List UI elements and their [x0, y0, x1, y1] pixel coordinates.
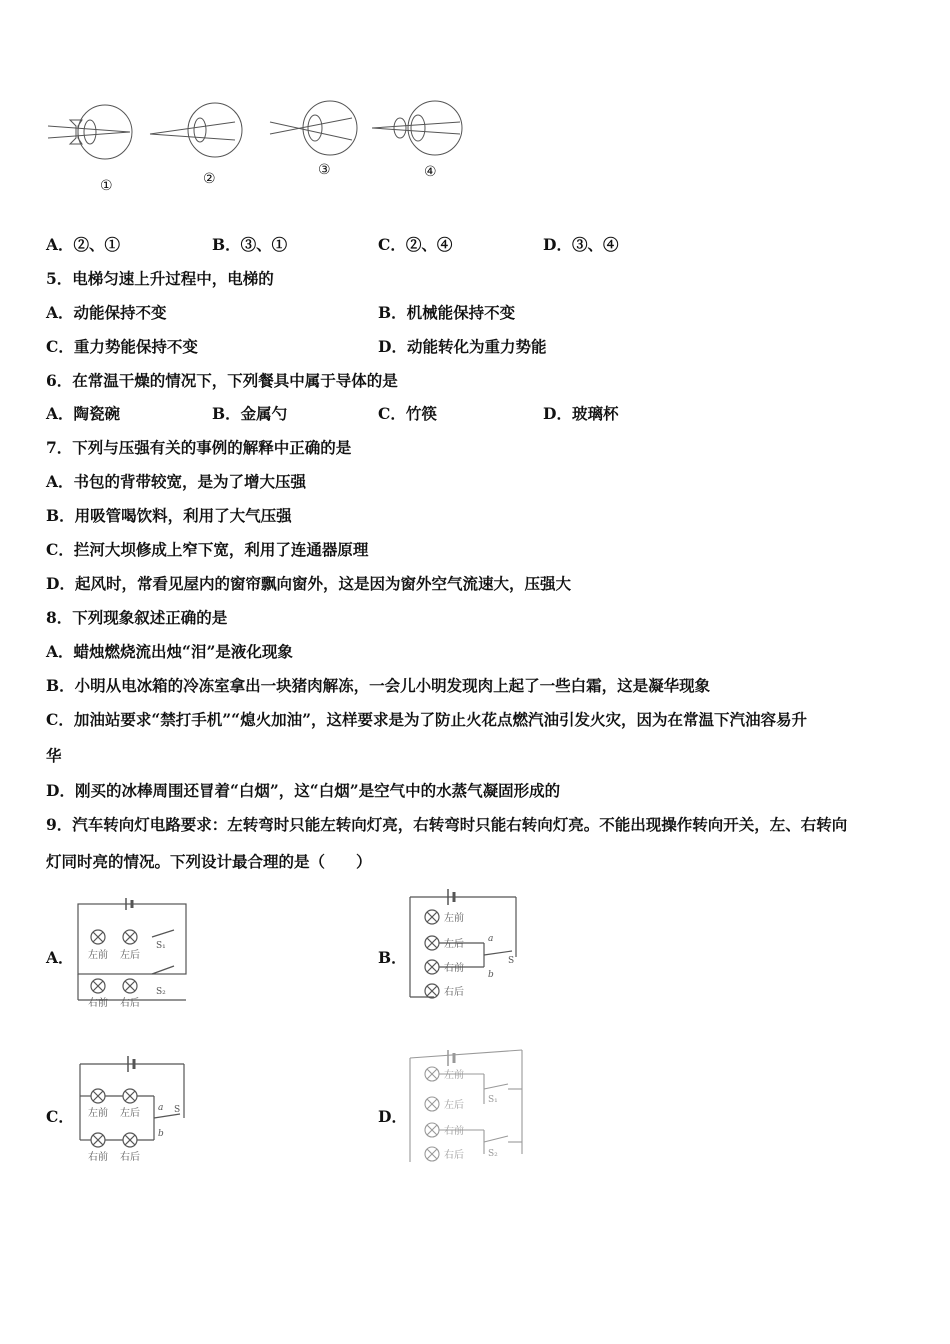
q4-option-c[interactable]: C．②、④	[378, 235, 453, 254]
q8-option-a[interactable]: A．蜡烛燃烧流出烛“泪”是液化现象	[46, 642, 293, 661]
svg-text:左后: 左后	[120, 1108, 140, 1119]
q5-stem: 5．电梯匀速上升过程中，电梯的	[46, 269, 274, 288]
q9-stem-line2: 灯同时亮的情况。下列设计最合理的是（ ）	[46, 852, 372, 871]
q7-option-c[interactable]: C．拦河大坝修成上窄下宽，利用了连通器原理	[46, 540, 369, 559]
label-right-front: 右前	[88, 998, 108, 1008]
q8-stem: 8．下列现象叙述正确的是	[46, 608, 228, 627]
q9-stem-line1: 9．汽车转向灯电路要求：左转弯时只能左转向灯亮，右转弯时只能右转向灯亮。不能出现操作转向开关，左、右转向	[46, 815, 848, 834]
q5-option-a[interactable]: A．动能保持不变	[46, 303, 167, 322]
svg-text:左前: 左前	[88, 1108, 108, 1119]
q6-option-d[interactable]: D．玻璃杯	[543, 404, 619, 423]
svg-text:左前: 左前	[444, 913, 464, 924]
svg-text:b: b	[488, 970, 494, 980]
eye-label-4: ④	[424, 164, 437, 180]
q5-option-c[interactable]: C．重力势能保持不变	[46, 337, 198, 356]
label-right-rear: 右后	[120, 998, 140, 1008]
q9-option-b[interactable]: B．	[378, 948, 407, 967]
q9-option-c[interactable]: C．	[46, 1107, 74, 1126]
label-s1: S₁	[156, 941, 166, 951]
q8-option-c[interactable]: C．加油站要求“禁打手机”“熄火加油”，这样要求是为了防止火花点燃汽油引发火灾，因为在常温下汽油容易升	[46, 710, 808, 729]
q6-option-c[interactable]: C．竹筷	[378, 404, 437, 423]
q4-option-a[interactable]: A．②、①	[46, 235, 121, 254]
label-left-front: 左前	[88, 950, 108, 961]
circuit-diagram-a	[74, 890, 194, 1012]
svg-text:右后: 右后	[444, 1150, 464, 1161]
svg-text:a: a	[158, 1103, 164, 1113]
q5-option-b[interactable]: B．机械能保持不变	[378, 303, 516, 322]
eye-label-1: ①	[100, 178, 113, 194]
svg-text:S₁: S₁	[488, 1095, 498, 1105]
circuit-diagram-d	[404, 1044, 528, 1172]
svg-text:S₂: S₂	[488, 1149, 498, 1159]
svg-text:右前: 右前	[444, 1126, 464, 1137]
svg-text:S: S	[174, 1105, 181, 1115]
q6-option-a[interactable]: A．陶瓷碗	[46, 404, 121, 423]
q6-option-b[interactable]: B．金属勺	[212, 404, 288, 423]
circuit-diagram-c	[74, 1050, 194, 1172]
q9-option-a[interactable]: A．	[46, 948, 74, 967]
svg-text:右后: 右后	[444, 987, 464, 998]
svg-text:a: a	[488, 934, 494, 944]
svg-text:b: b	[158, 1129, 164, 1139]
q8-option-b[interactable]: B．小明从电冰箱的冷冻室拿出一块猪肉解冻，一会儿小明发现肉上起了一些白霜，这是凝华现象	[46, 676, 711, 695]
q9-option-d[interactable]: D．	[378, 1107, 407, 1126]
svg-text:S: S	[508, 956, 515, 966]
svg-text:右前: 右前	[88, 1152, 108, 1163]
eye-label-2: ②	[203, 171, 216, 187]
q4-option-d[interactable]: D．③、④	[543, 235, 619, 254]
svg-text:左前: 左前	[444, 1070, 464, 1081]
q7-option-a[interactable]: A．书包的背带较宽，是为了增大压强	[46, 472, 307, 491]
label-left-rear: 左后	[120, 950, 140, 961]
svg-text:左后: 左后	[444, 1100, 464, 1111]
q7-option-d[interactable]: D．起风时，常看见屋内的窗帘飘向窗外，这是因为窗外空气流速大，压强大	[46, 574, 571, 593]
q8-option-d[interactable]: D．刚买的冰棒周围还冒着“白烟”，这“白烟”是空气中的水蒸气凝固形成的	[46, 781, 561, 800]
circuit-diagram-b	[404, 885, 524, 1011]
label-s2: S₂	[156, 987, 166, 997]
svg-text:右后: 右后	[120, 1152, 140, 1163]
q5-option-d[interactable]: D．动能转化为重力势能	[378, 337, 547, 356]
q7-stem: 7．下列与压强有关的事例的解释中正确的是	[46, 438, 352, 457]
q6-stem: 6．在常温干燥的情况下，下列餐具中属于导体的是	[46, 371, 398, 390]
svg-text:右前: 右前	[444, 963, 464, 974]
q7-option-b[interactable]: B．用吸管喝饮料，利用了大气压强	[46, 506, 292, 525]
q4-option-b[interactable]: B．③、①	[212, 235, 288, 254]
svg-text:左后: 左后	[444, 939, 464, 950]
q8-option-c-cont: 华	[46, 746, 62, 765]
eye-label-3: ③	[318, 162, 331, 178]
